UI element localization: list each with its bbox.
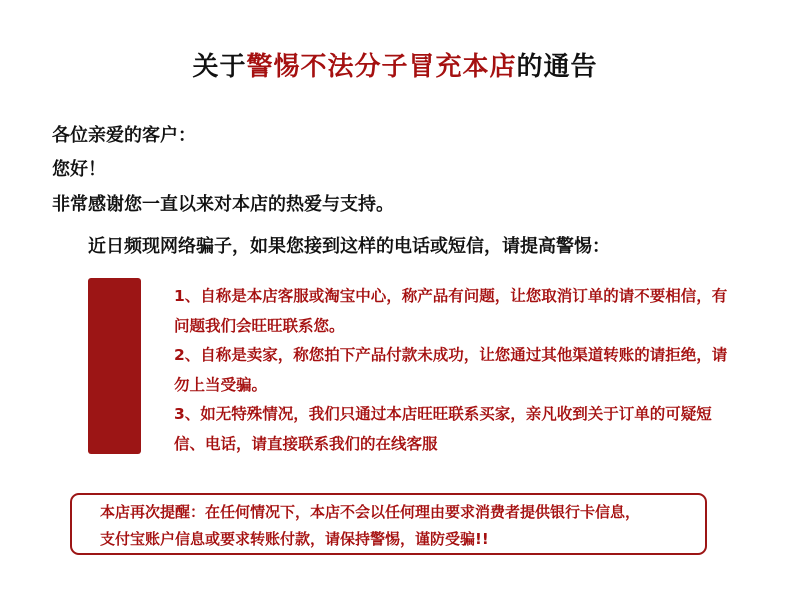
intro-text: 近日频现网络骗子，如果您接到这样的电话或短信，请提高警惕：: [88, 236, 610, 257]
notice-title: [0, 46, 790, 83]
warning-item-1: 1、自称是本店客服或淘宝中心，称产品有问题，让您取消订单的请不要相信，有问题我们会旺旺联系您。: [174, 287, 728, 335]
reminder-box: [70, 493, 707, 555]
warning-list: [174, 282, 734, 459]
greeting-hello: 您好！: [52, 159, 106, 180]
title-highlight: 警惕不法分子冒充本店: [246, 52, 517, 82]
title-prefix: 关于: [192, 52, 247, 82]
reminder-line-1: 本店再次提醒：在任何情况下，本店不会以任何理由要求消费者提供银行卡信息，: [100, 503, 641, 521]
title-suffix: 的通告: [516, 52, 598, 82]
decorative-red-bar: [88, 278, 141, 454]
greeting-salutation: 各位亲爱的客户：: [52, 125, 196, 146]
reminder-line-2: 支付宝账户信息或要求转账付款，请保持警惕，谨防受骗!!: [100, 530, 489, 548]
warning-item-3: 3、如无特殊情况，我们只通过本店旺旺联系买家，亲凡收到关于订单的可疑短信、电话，请直接联系我们的在线客服: [174, 405, 712, 453]
greeting-thanks: 非常感谢您一直以来对本店的热爱与支持。: [52, 194, 394, 215]
warning-item-2: 2、自称是卖家，称您拍下产品付款未成功，让您通过其他渠道转账的请拒绝，请勿上当受骗。: [174, 346, 728, 394]
reminder-text: [100, 499, 700, 553]
